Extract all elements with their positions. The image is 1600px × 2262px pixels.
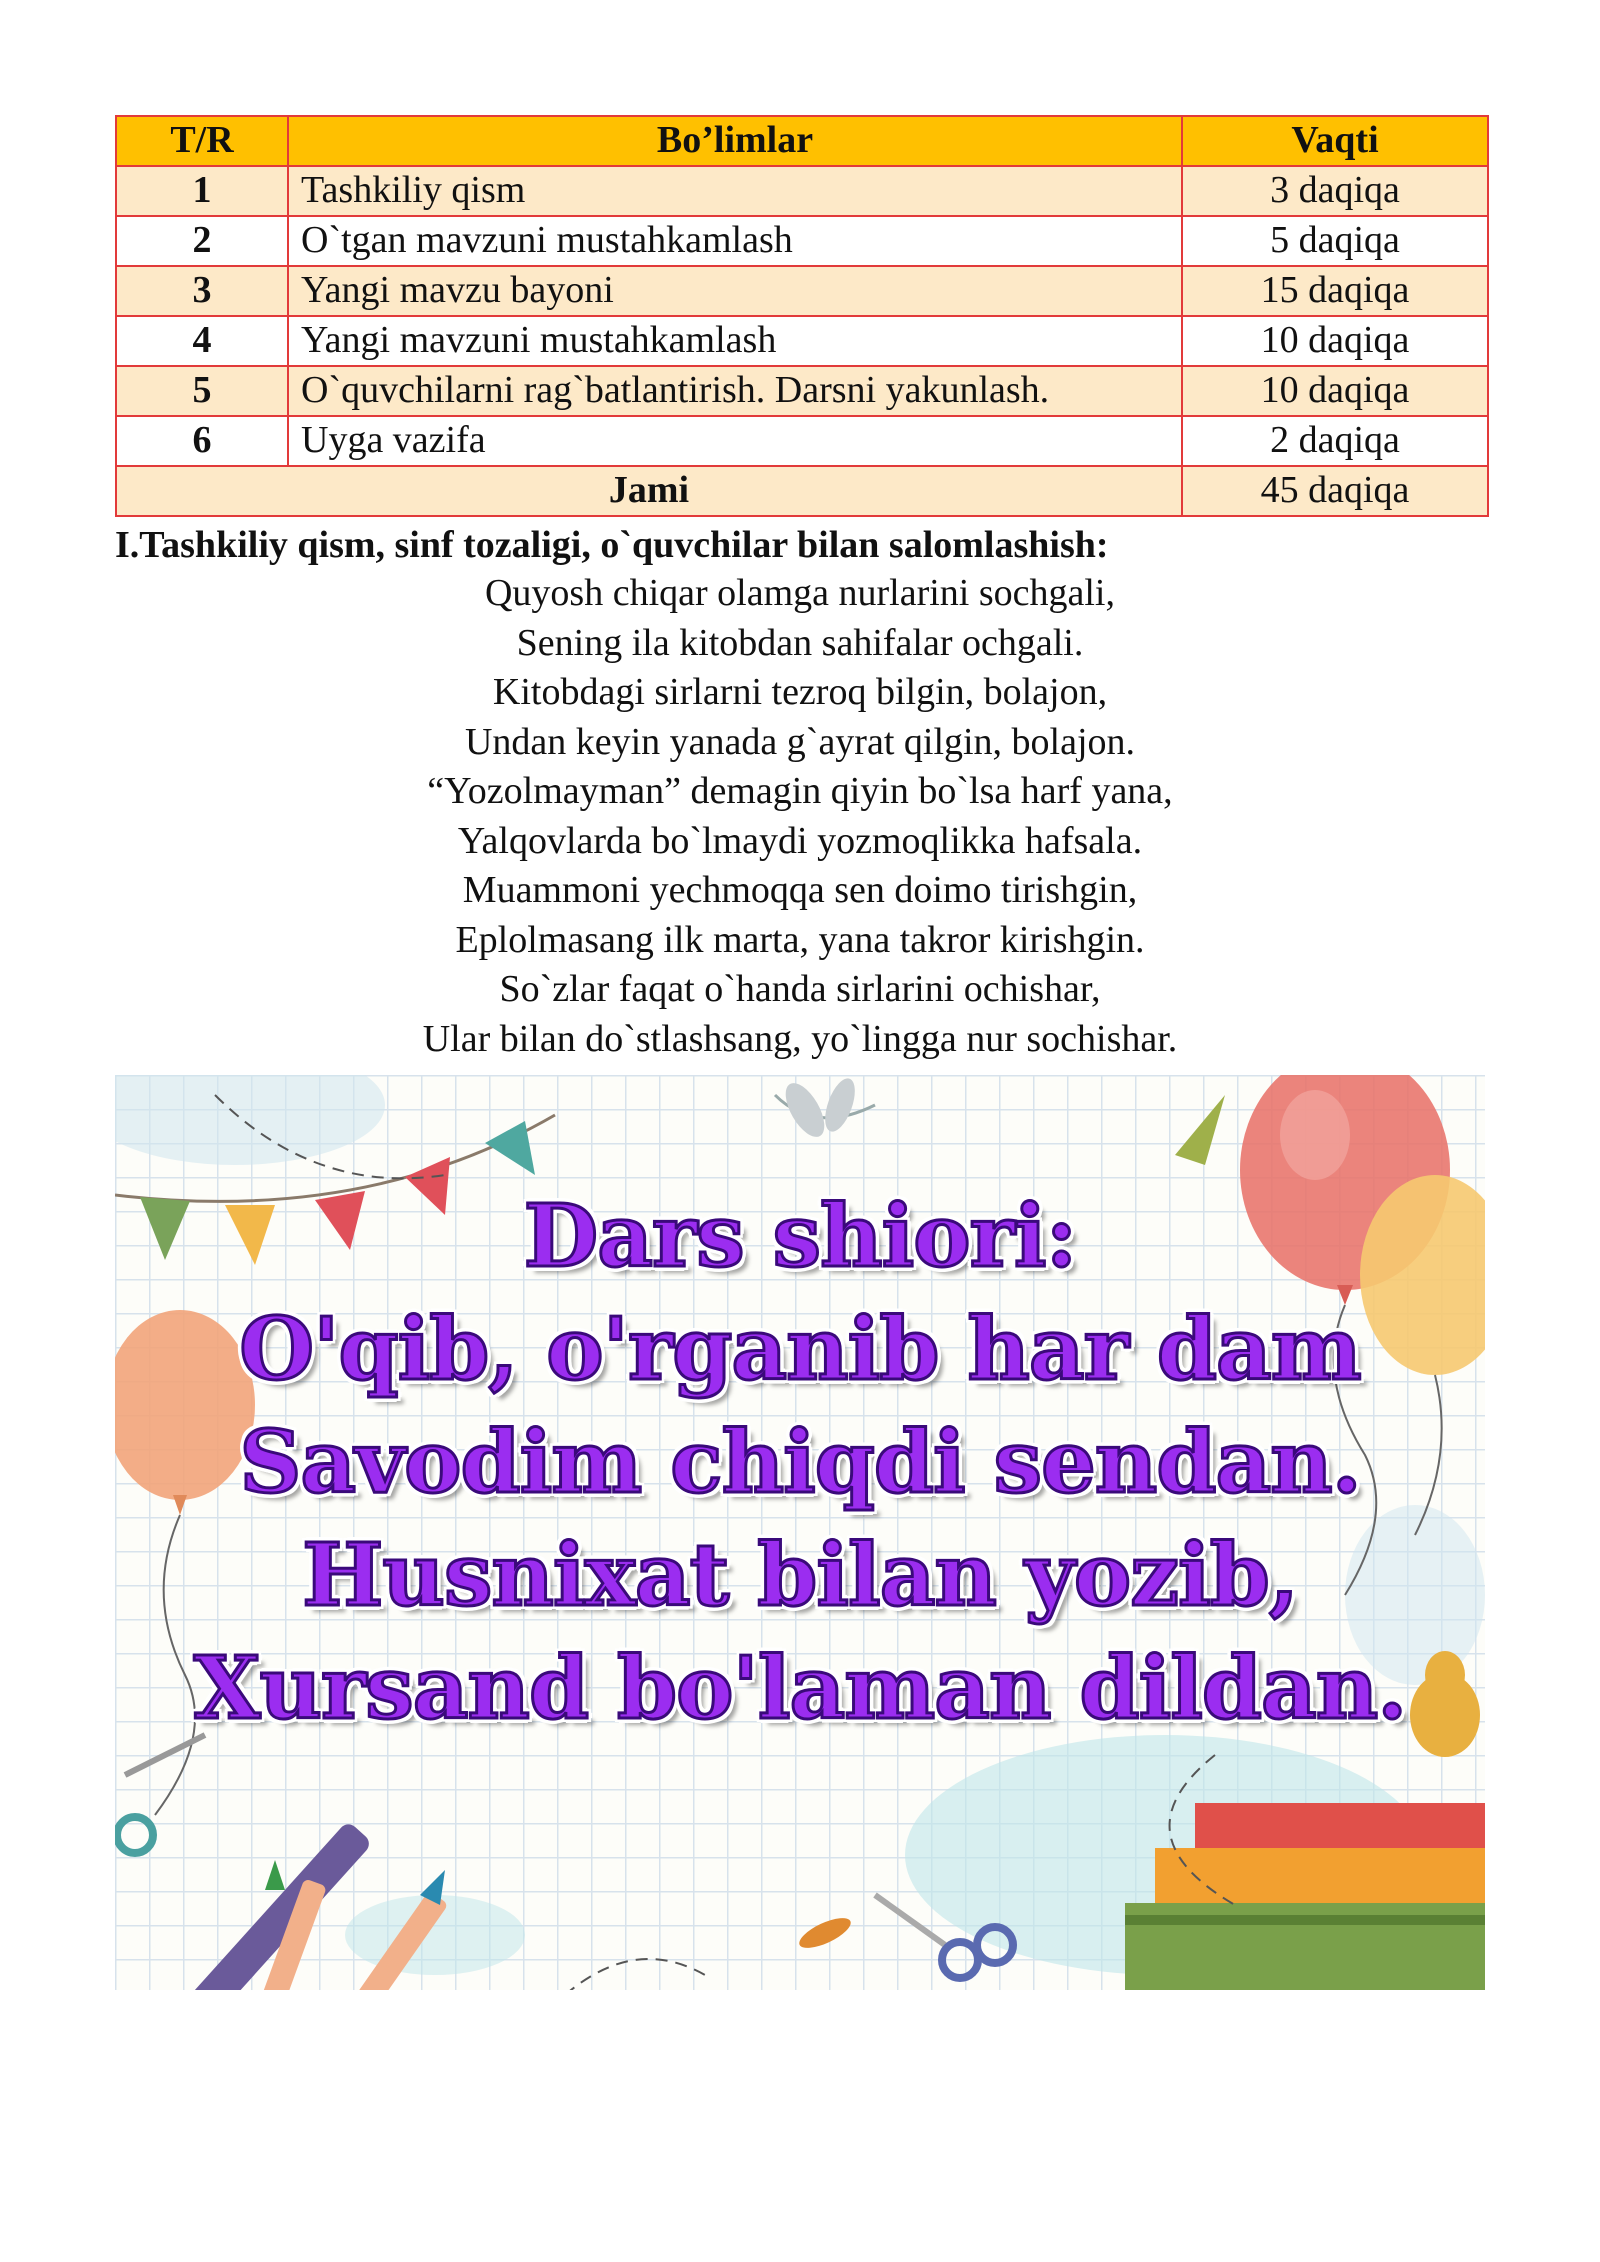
motto-line: Husnixat bilan yozib,	[302, 1525, 1298, 1626]
row-time: 10 daqiqa	[1182, 366, 1488, 416]
poem-line: Eplolmasang ilk marta, yana takror kirishgin.	[455, 918, 1145, 961]
table-row	[116, 366, 1488, 416]
motto-line: O'qib, o'rganib har dam	[239, 1299, 1361, 1400]
row-time: 15 daqiqa	[1182, 266, 1488, 316]
table-row	[116, 266, 1488, 316]
poem-line: Sening ila kitobdan sahifalar ochgali.	[516, 621, 1084, 664]
poem-line: “Yozolmayman” demagin qiyin bo`lsa harf yana,	[427, 770, 1173, 812]
poem-line: Quyosh chiqar olamga nurlarini sochgali,	[484, 572, 1115, 614]
total-value: 45 daqiqa	[1182, 466, 1488, 516]
poem-line: Ular bilan do`stlashsang, yo`lingga nur sochishar.	[422, 1017, 1178, 1060]
table-row	[116, 316, 1488, 366]
motto-banner	[115, 1075, 1485, 1990]
row-time: 10 daqiqa	[1182, 316, 1488, 366]
header-number: T/R	[116, 116, 288, 166]
poem-line: Yalqovlarda bo`lmaydi yozmoqlikka hafsala.	[457, 819, 1143, 862]
total-label: Jami	[116, 466, 1182, 516]
poem-line: Kitobdagi sirlarni tezroq bilgin, bolajon,	[492, 671, 1108, 713]
motto-line: Savodim chiqdi sendan.	[239, 1412, 1361, 1513]
row-number: 5	[116, 366, 288, 416]
row-section: Uyga vazifa	[288, 416, 1182, 466]
lesson-plan-table	[115, 115, 1489, 517]
table-row	[116, 166, 1488, 216]
section-title: I.Tashkiliy qism, sinf tozaligi, o`quvchilar bilan salomlashish:	[115, 524, 1109, 566]
row-section: Tashkiliy qism	[288, 166, 1182, 216]
motto-line: Xursand bo'laman dildan.	[193, 1638, 1407, 1739]
row-section: O`quvchilarni rag`batlantirish. Darsni yakunlash.	[288, 366, 1182, 416]
header-sections: Bo’limlar	[288, 116, 1182, 166]
header-time: Vaqti	[1182, 116, 1488, 166]
poem	[115, 569, 1485, 1064]
row-section: Yangi mavzu bayoni	[288, 266, 1182, 316]
table-row	[116, 416, 1488, 466]
row-number: 6	[116, 416, 288, 466]
table-row	[116, 216, 1488, 266]
motto-title: Dars shiori:	[523, 1186, 1077, 1287]
row-number: 4	[116, 316, 288, 366]
table-total-row	[116, 466, 1488, 516]
lesson-motto	[115, 1180, 1485, 1745]
row-time: 3 daqiqa	[1182, 166, 1488, 216]
poem-line: Muammoni yechmoqqa sen doimo tirishgin,	[462, 869, 1138, 911]
row-section: Yangi mavzuni mustahkamlash	[288, 316, 1182, 366]
row-time: 2 daqiqa	[1182, 416, 1488, 466]
row-number: 2	[116, 216, 288, 266]
poem-line: Undan keyin yanada g`ayrat qilgin, bolajon.	[464, 720, 1136, 763]
poem-line: So`zlar faqat o`handa sirlarini ochishar,	[499, 968, 1101, 1010]
document-page	[115, 115, 1485, 1064]
row-number: 1	[116, 166, 288, 216]
row-section: O`tgan mavzuni mustahkamlash	[288, 216, 1182, 266]
row-time: 5 daqiqa	[1182, 216, 1488, 266]
row-number: 3	[116, 266, 288, 316]
table-header-row	[116, 116, 1488, 166]
